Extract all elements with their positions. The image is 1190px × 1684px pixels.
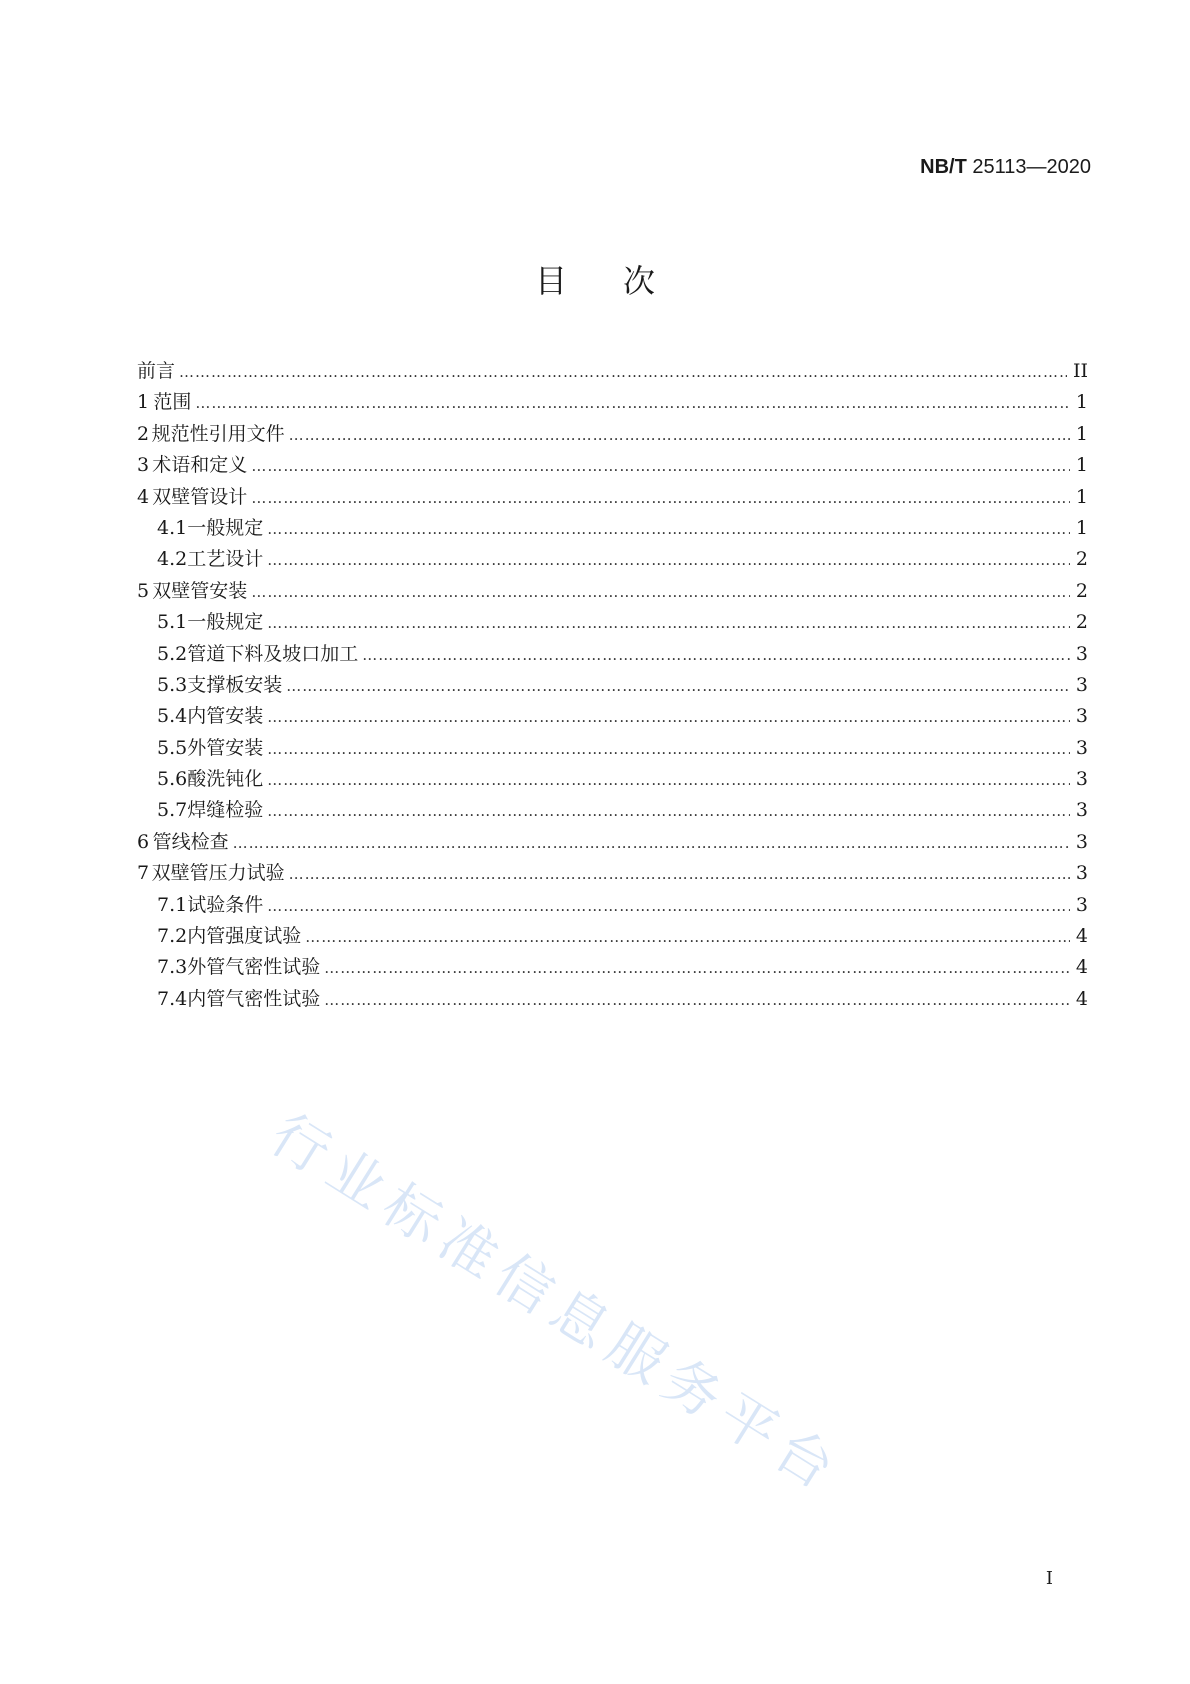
toc-entry-number: 6	[137, 830, 150, 853]
toc-entry-label: 内管强度试验	[187, 925, 302, 948]
toc-entry-page: 3	[1075, 736, 1088, 759]
toc-entry-label: 管道下料及坡口加工	[187, 642, 359, 665]
toc-entry[interactable]	[137, 952, 1088, 983]
toc-entry-number: 4	[137, 485, 150, 508]
toc-dot-leader	[179, 363, 1067, 381]
page-title-char-1: 目	[534, 262, 567, 300]
toc-dot-leader	[267, 771, 1070, 789]
page-title-char-2: 次	[623, 262, 656, 300]
toc-entry-number: 4.1	[157, 516, 188, 539]
toc-dot-leader	[286, 677, 1070, 695]
toc-entry[interactable]	[137, 670, 1088, 701]
table-of-contents	[137, 356, 1088, 1015]
toc-entry-number: 7	[137, 862, 150, 885]
toc-dot-leader	[251, 457, 1070, 475]
toc-dot-leader	[233, 834, 1070, 852]
toc-entry-number: 5.1	[157, 611, 188, 634]
toc-entry-number: 7.3	[157, 956, 188, 979]
toc-entry[interactable]	[137, 984, 1088, 1015]
toc-entry-page: 3	[1075, 893, 1088, 916]
toc-entry[interactable]	[137, 607, 1088, 638]
toc-entry-page: 1	[1075, 516, 1088, 539]
toc-entry-label: 术语和定义	[152, 454, 248, 477]
toc-entry-page: II	[1072, 360, 1088, 382]
page-number: I	[1045, 1568, 1053, 1589]
toc-entry-label: 双壁管压力试验	[151, 862, 285, 885]
toc-entry-number: 4.2	[157, 548, 188, 571]
toc-dot-leader	[251, 583, 1070, 601]
toc-entry[interactable]	[137, 827, 1088, 858]
toc-entry[interactable]	[137, 576, 1088, 607]
toc-entry[interactable]	[137, 419, 1088, 450]
toc-entry-label: 一般规定	[187, 516, 264, 539]
toc-entry[interactable]	[137, 482, 1088, 513]
toc-entry-page: 3	[1075, 862, 1088, 885]
toc-entry-page: 3	[1075, 705, 1088, 728]
toc-entry-page: 2	[1075, 548, 1088, 571]
toc-dot-leader	[324, 991, 1070, 1009]
toc-entry-page: 4	[1075, 956, 1088, 979]
toc-dot-leader	[289, 865, 1070, 883]
toc-entry[interactable]	[137, 858, 1088, 889]
toc-entry-label: 范围	[153, 391, 192, 414]
toc-entry-number: 5.2	[157, 642, 188, 665]
toc-dot-leader	[267, 897, 1070, 915]
toc-entry-label: 规范性引用文件	[151, 422, 285, 445]
toc-entry[interactable]	[137, 701, 1088, 732]
toc-entry-number: 7.2	[157, 925, 188, 948]
toc-entry-label: 工艺设计	[187, 548, 264, 571]
toc-entry-label: 支撑板安装	[187, 673, 283, 696]
toc-dot-leader	[267, 520, 1070, 538]
toc-entry-label: 试验条件	[187, 893, 264, 916]
standard-code-prefix: NB/T	[920, 156, 967, 178]
toc-entry-page: 3	[1075, 642, 1088, 665]
toc-entry-label: 管线检查	[152, 830, 229, 853]
toc-entry-page: 1	[1075, 454, 1088, 477]
toc-entry[interactable]	[137, 795, 1088, 826]
standard-code-number: 25113—2020	[972, 156, 1091, 178]
toc-entry-label: 内管安装	[187, 705, 264, 728]
toc-dot-leader	[267, 802, 1070, 820]
toc-entry[interactable]	[137, 387, 1088, 418]
toc-entry-label: 内管气密性试验	[187, 987, 321, 1010]
toc-entry-number: 5.4	[157, 705, 188, 728]
toc-entry-page: 1	[1075, 422, 1088, 445]
toc-entry-page: 3	[1075, 673, 1088, 696]
toc-entry-page: 1	[1075, 485, 1088, 508]
toc-entry-page: 4	[1075, 925, 1088, 948]
toc-dot-leader	[267, 740, 1070, 758]
toc-entry-label: 外管气密性试验	[187, 956, 321, 979]
toc-entry[interactable]	[137, 639, 1088, 670]
toc-entry-number: 1	[137, 391, 150, 414]
toc-entry-number: 7.1	[157, 893, 188, 916]
toc-entry-page: 1	[1075, 391, 1088, 414]
toc-dot-leader	[305, 928, 1070, 946]
toc-entry-number: 7.4	[157, 987, 188, 1010]
toc-entry-number: 5.6	[157, 768, 188, 791]
toc-dot-leader	[362, 646, 1070, 664]
toc-entry[interactable]	[137, 513, 1088, 544]
toc-entry-label: 外管安装	[187, 736, 264, 759]
toc-entry-label: 双壁管安装	[152, 579, 248, 602]
toc-entry-label: 双壁管设计	[152, 485, 248, 508]
toc-entry-page: 4	[1075, 987, 1088, 1010]
toc-entry[interactable]	[137, 544, 1088, 575]
page-title	[0, 256, 1190, 302]
toc-entry-label: 焊缝检验	[187, 799, 264, 822]
toc-entry-label: 一般规定	[187, 611, 264, 634]
toc-dot-leader	[195, 394, 1070, 412]
standard-code	[920, 156, 1091, 179]
toc-entry-page: 2	[1075, 579, 1088, 602]
toc-entry[interactable]	[137, 890, 1088, 921]
toc-entry-number: 5.7	[157, 799, 188, 822]
toc-entry-number: 3	[137, 454, 150, 477]
toc-dot-leader	[267, 708, 1070, 726]
toc-dot-leader	[324, 959, 1070, 977]
toc-dot-leader	[267, 551, 1070, 569]
watermark-text: 行业标准信息服务平台	[259, 1102, 854, 1508]
toc-entry-number: 5	[137, 579, 150, 602]
toc-entry-page: 3	[1075, 768, 1088, 791]
toc-entry-number: 5.3	[157, 673, 188, 696]
toc-entry[interactable]	[137, 764, 1088, 795]
toc-entry[interactable]	[137, 921, 1088, 952]
toc-entry-label: 前言	[137, 360, 176, 382]
toc-entry-label: 酸洗钝化	[187, 768, 264, 791]
toc-entry[interactable]	[137, 356, 1088, 387]
toc-entry-page: 3	[1075, 830, 1088, 853]
toc-entry-number: 5.5	[157, 736, 188, 759]
toc-entry-page: 2	[1075, 611, 1088, 634]
toc-entry[interactable]	[137, 450, 1088, 481]
toc-dot-leader	[267, 614, 1070, 632]
toc-entry[interactable]	[137, 733, 1088, 764]
toc-dot-leader	[251, 489, 1070, 507]
toc-entry-page: 3	[1075, 799, 1088, 822]
toc-entry-number: 2	[137, 422, 150, 445]
toc-dot-leader	[289, 426, 1070, 444]
